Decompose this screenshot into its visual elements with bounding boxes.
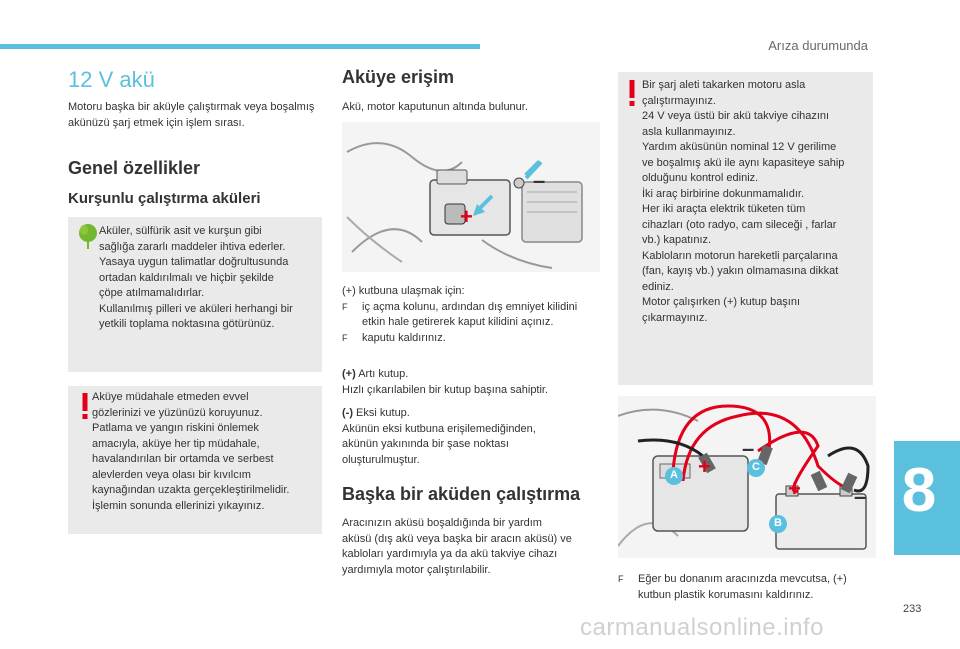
- jump-line: aküsü (dış akü veya başka bir aracın aküsü) ve: [342, 532, 572, 545]
- note-line: gözlerinizi ve yüzünüzü koruyunuz.: [92, 406, 263, 419]
- note-line: ve boşalmış akü ile aynı kapasiteye sahip: [642, 156, 845, 169]
- environment-note-box: [68, 217, 322, 372]
- section-title: Arıza durumunda: [768, 38, 868, 53]
- engine-bay-illustration: [342, 122, 600, 272]
- battery-access-image: [342, 122, 600, 272]
- note-line: Bir şarj aleti takarken motoru asla: [642, 79, 806, 91]
- point-a-label: A: [670, 469, 678, 481]
- watermark: carmanualsonline.info: [580, 614, 824, 641]
- note-line: olduğunu kontrol ediniz.: [642, 172, 759, 184]
- note-line: amacıyla, aküye her tip müdahale,: [92, 437, 260, 450]
- warning-icon: [81, 393, 89, 419]
- plus-title: Artı kutup.: [355, 368, 409, 380]
- minus-terminal-desc: [342, 406, 604, 468]
- page-number: 233: [903, 603, 922, 615]
- jump-start-diagram: [618, 396, 876, 558]
- note-line: ediniz.: [642, 280, 674, 293]
- point-c-label: C: [752, 461, 760, 473]
- note-line: çıkarmayınız.: [642, 311, 708, 324]
- chapter-number: 8: [901, 456, 937, 525]
- intro-text: Motoru başka bir aküyle çalıştırmak veya boşalmış akünüzü şarj etmek için işlem sırası.: [68, 101, 315, 129]
- charging-warning-box: [618, 72, 873, 385]
- note-line: ortadan kaldırılmalı ve hiçbir şekilde: [99, 271, 274, 284]
- note-line: havalandırılan bir ortamda ve serbest: [92, 453, 274, 465]
- note-line: yetkili toplama noktasına götürünüz.: [99, 318, 275, 330]
- note-line: 24 V veya üstü bir akü takviye cihazını: [642, 110, 830, 122]
- note-line: Yasaya uygun talimatlar doğrultusunda: [99, 256, 289, 268]
- note-line: Aküler, sülfürik asit ve kurşun gibi: [99, 225, 262, 237]
- step-line: etkin hale getirerek kaput kilidini açınız.: [362, 316, 554, 328]
- list-item: [618, 572, 876, 603]
- minus-desc-line: akünün yakınında bir şase noktası: [342, 438, 509, 450]
- note-line: Aküye müdahale etmeden evvel: [92, 391, 249, 403]
- list-item: [342, 331, 604, 347]
- note-line: cihazları (oto radyo, cam sileceği , farlar: [642, 218, 837, 231]
- plus-terminal-marker: +: [460, 204, 473, 229]
- jump-line: Aracınızın aküsü boşaldığında bir yardım: [342, 517, 542, 529]
- lead-heading: Kurşunlu çalıştırma aküleri: [68, 190, 261, 207]
- access-steps: [342, 284, 604, 346]
- charging-warning-text: [642, 78, 870, 326]
- battery-access-heading: Aküye erişim: [342, 67, 455, 87]
- jump-start-heading: Başka bir aküden çalıştırma: [342, 484, 581, 504]
- bullet-mark: F: [618, 574, 624, 584]
- access-step-list: [342, 300, 604, 347]
- step-line: Eğer bu donanım aracınızda mevcutsa, (+): [638, 573, 847, 585]
- chapter-tab: [894, 441, 960, 555]
- battery-access-intro: Akü, motor kaputunun altında bulunur.: [342, 101, 528, 113]
- minus-desc-line: Akünün eksi kutbuna erişilemediğinden,: [342, 422, 536, 435]
- leaf-icon: [78, 223, 98, 251]
- bullet-mark: F: [342, 301, 348, 312]
- plus-desc: Hızlı çıkarılabilen bir kutup başına sahiptir.: [342, 383, 549, 396]
- note-line: Motor çalışırken (+) kutup başını: [642, 296, 801, 308]
- jump-line: yardımıyla motor çalıştırılabilir.: [342, 563, 491, 576]
- note-line: kaynağından uzakta gerçekleştirilmelidir.: [92, 484, 290, 496]
- ground-minus-marker: –: [742, 436, 755, 461]
- step-line: iç açma kolunu, ardından dış emniyet kilidini: [362, 300, 578, 313]
- note-line: İki araç birbirine dokunmamalıdır.: [642, 187, 805, 200]
- note-line: İşlemin sonunda ellerinizi yıkayınız.: [92, 499, 265, 512]
- plus-label: (+): [342, 368, 356, 380]
- cover-step-list: [618, 572, 876, 603]
- minus-terminal-marker: –: [533, 168, 546, 193]
- general-heading: Genel özellikler: [68, 158, 201, 178]
- note-line: Her iki araçta elektrik tüketen tüm: [642, 203, 806, 215]
- helper-minus-marker: –: [854, 484, 867, 509]
- access-lead: (+) kutbuna ulaşmak için:: [342, 285, 465, 297]
- step-line: kutbun plastik korumasını kaldırınız.: [638, 588, 814, 601]
- discharged-plus-marker: +: [698, 454, 711, 479]
- helper-plus-marker: +: [788, 476, 801, 501]
- bullet-mark: F: [342, 332, 348, 343]
- step-line: kaputu kaldırınız.: [362, 331, 446, 344]
- page-title: 12 V akü: [68, 67, 155, 92]
- note-line: Yardım aküsünün nominal 12 V gerilime: [642, 141, 837, 153]
- note-line: çöpe atılmamalıdırlar.: [99, 287, 205, 299]
- minus-title: Eksi kutup.: [353, 407, 410, 419]
- jump-start-text: [342, 516, 604, 578]
- note-line: vb.) kapatınız.: [642, 234, 712, 246]
- note-line: Kabloların motorun hareketli parçalarına: [642, 249, 838, 262]
- note-line: (fan, kayış vb.) yakın olmamasına dikkat: [642, 265, 839, 277]
- note-line: sağlığa zararlı maddeler ihtiva ederler.: [99, 240, 286, 253]
- jump-start-illustration: [618, 396, 876, 558]
- warning-note-box: [68, 386, 322, 534]
- note-line: alevlerden veya olası bir kıvılcım: [92, 468, 251, 481]
- cover-step: [618, 572, 876, 603]
- note-line: asla kullanmayınız.: [642, 125, 736, 138]
- point-b-label: B: [774, 517, 782, 529]
- environment-note-text: [99, 224, 319, 333]
- list-item: [342, 300, 604, 331]
- note-line: Kullanılmış pilleri ve aküleri herhangi bir: [99, 302, 293, 315]
- note-line: Patlama ve yangın riskini önlemek: [92, 422, 259, 434]
- plus-terminal-desc: [342, 367, 604, 398]
- minus-label: (-): [342, 407, 353, 419]
- header-accent-bar: [0, 44, 480, 49]
- minus-desc-line: oluşturulmuştur.: [342, 453, 420, 466]
- jump-line: kabloları yardımıyla ya da akü takviye cihazı: [342, 548, 558, 560]
- note-line: çalıştırmayınız.: [642, 94, 716, 107]
- warning-icon: [628, 80, 636, 106]
- warning-note-text: [92, 390, 320, 514]
